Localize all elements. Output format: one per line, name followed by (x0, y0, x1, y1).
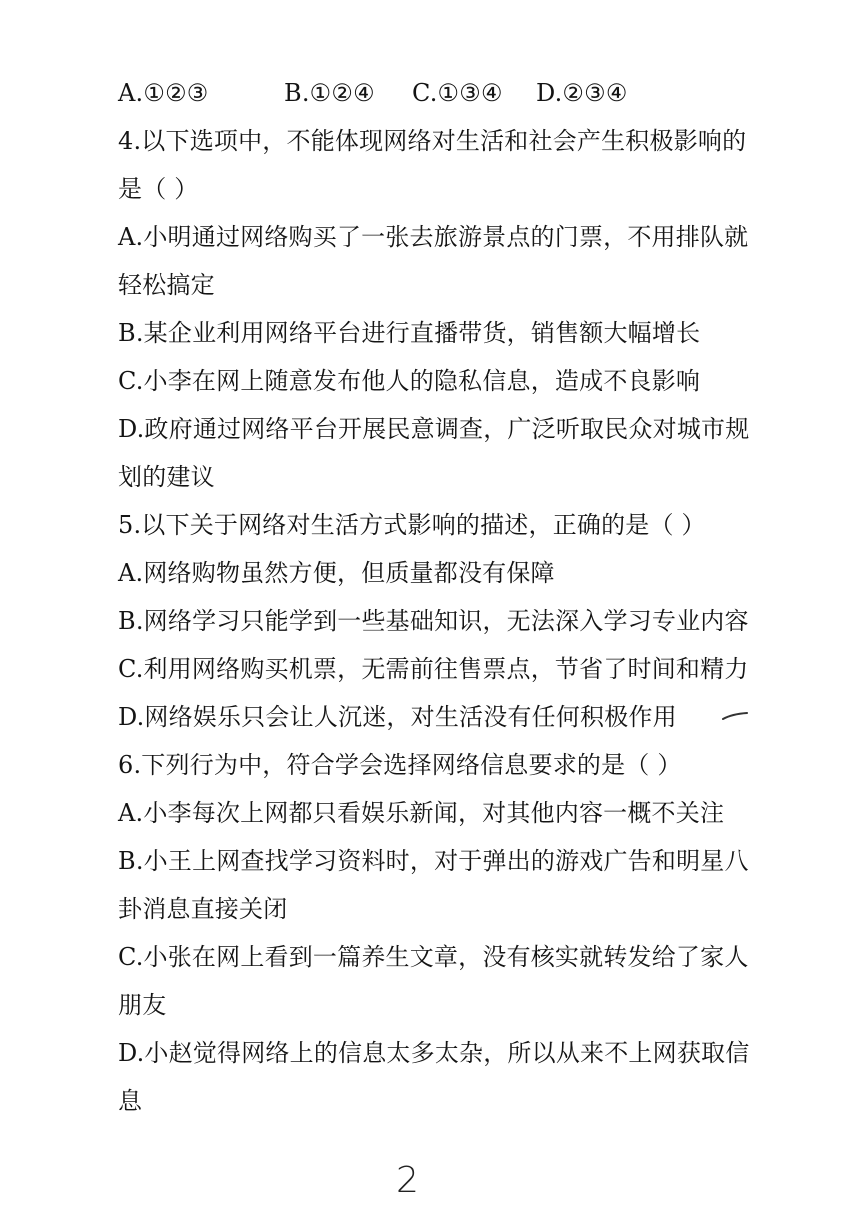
q4-stem-line-2: 是（ ） (118, 175, 199, 203)
q4-option-d-line-2: 划的建议 (118, 463, 215, 491)
q6-option-c-line-1: C.小张在网上看到一篇养生文章，没有核实就转发给了家人 (118, 943, 749, 971)
q4-option-d-line-1: D.政府通过网络平台开展民意调查，广泛听取民众对城市规 (118, 415, 750, 443)
q5-option-a: A.网络购物虽然方便，但质量都没有保障 (118, 559, 555, 587)
pen-mark-decoration (722, 712, 748, 720)
q3-option-a: A.①②③ (118, 79, 209, 107)
q4-option-b: B.某企业利用网络平台进行直播带货，销售额大幅增长 (118, 319, 701, 347)
q5-stem: 5.以下关于网络对生活方式影响的描述，正确的是（ ） (118, 511, 706, 539)
q6-option-b-line-2: 卦消息直接关闭 (118, 895, 288, 923)
q6-option-b-line-1: B.小王上网查找学习资料时，对于弹出的游戏广告和明星八 (118, 847, 749, 875)
q3-options (118, 76, 758, 110)
q5-option-d: D.网络娱乐只会让人沉迷，对生活没有任何积极作用 (118, 703, 677, 731)
q5-option-c: C.利用网络购买机票，无需前往售票点，节省了时间和精力 (118, 655, 749, 683)
q4-option-c: C.小李在网上随意发布他人的隐私信息，造成不良影响 (118, 367, 701, 395)
q3-option-d: D.②③④ (536, 79, 628, 107)
q3-option-b: B.①②④ (284, 79, 375, 107)
q6-option-d-line-1: D.小赵觉得网络上的信息太多太杂，所以从来不上网获取信 (118, 1039, 750, 1067)
q3-option-c: C.①③④ (412, 79, 503, 107)
q4-option-a-line-2: 轻松搞定 (118, 271, 215, 299)
q5-option-b: B.网络学习只能学到一些基础知识，无法深入学习专业内容 (118, 607, 749, 635)
q6-option-c-line-2: 朋友 (118, 991, 167, 1019)
page-number: 2 (396, 1160, 419, 1201)
q6-option-d-line-2: 息 (118, 1087, 143, 1115)
q6-stem: 6.下列行为中，符合学会选择网络信息要求的是（ ） (118, 751, 682, 779)
q4-stem-line-1: 4.以下选项中，不能体现网络对生活和社会产生积极影响的 (118, 127, 747, 155)
q4-option-a-line-1: A.小明通过网络购买了一张去旅游景点的门票，不用排队就 (118, 223, 749, 251)
q6-option-a: A.小李每次上网都只看娱乐新闻，对其他内容一概不关注 (118, 799, 725, 827)
